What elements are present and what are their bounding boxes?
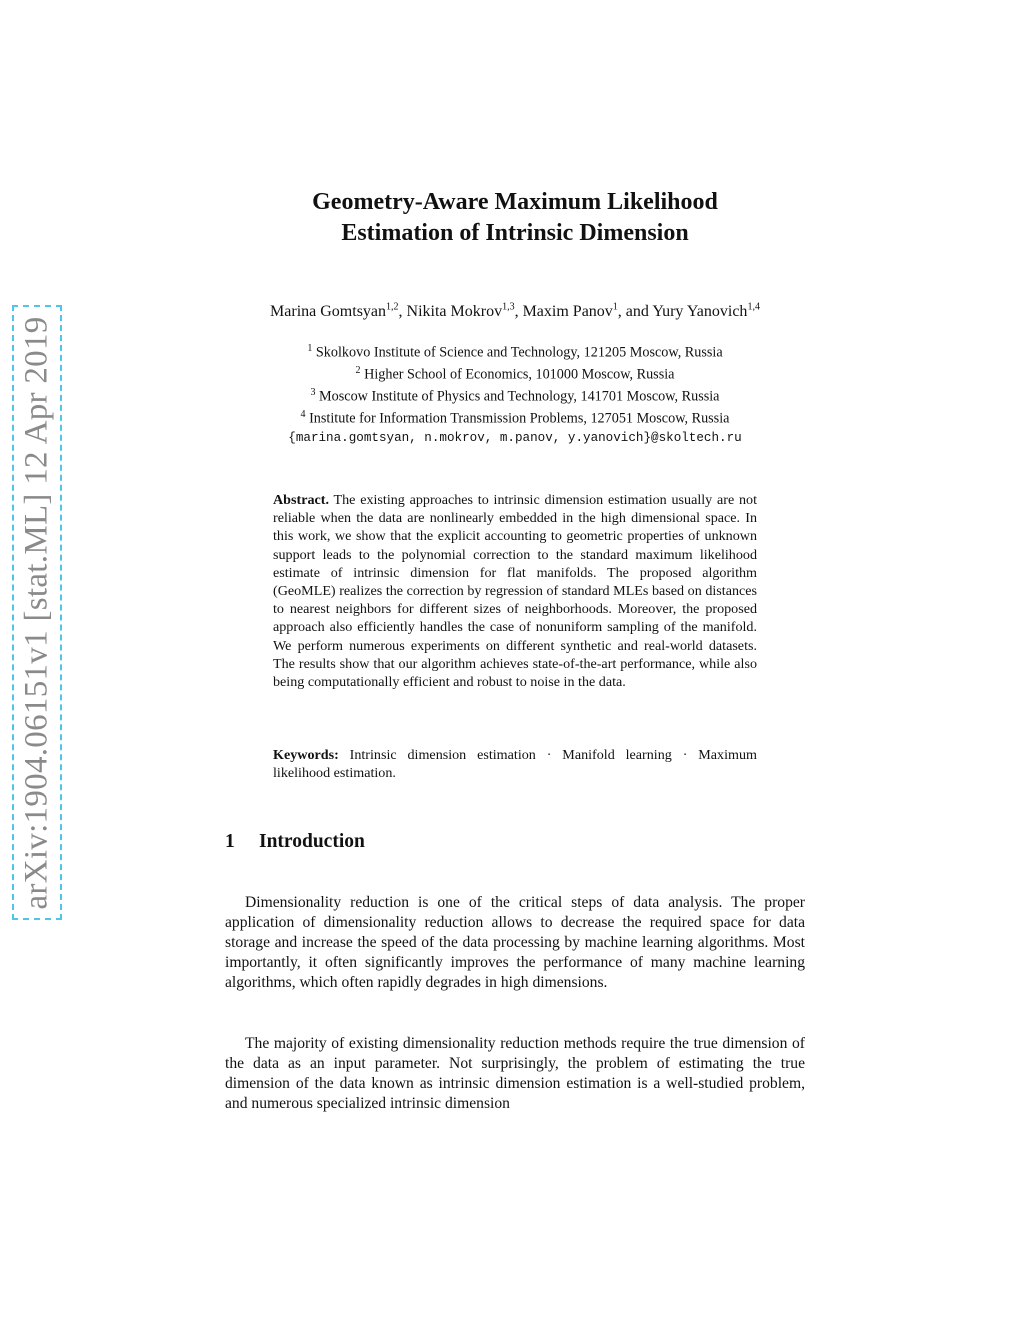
affiliation	[200, 340, 830, 362]
affiliation-number: 2	[355, 365, 361, 377]
abstract-text: The existing approaches to intrinsic dimension estimation usually are not reliable when the data are nonlinearly embedded in the high dimensional space. In this work, we show that the explicit accounting to geometric properties of unknown support leads to the polynomial correction to the standard maximum likelihood estimate of intrinsic dimension for flat manifolds. The proposed algorithm (GeoMLE) realizes the correction by regression of standard MLEs based on distances to nearest neighbors for different sizes of neighborhoods. Moreover, the proposed approach also efficiently handles the case of nonuniform sampling of the manifold. We perform numerous experiments on different synthetic and real-world datasets. The results show that our algorithm achieves state-of-the-art performance, while also being computationally efficient and robust to noise in the data.	[273, 492, 757, 691]
affiliation	[200, 362, 830, 384]
author	[523, 303, 653, 320]
keywords	[273, 746, 757, 782]
author-name: Marina Gomtsyan	[270, 303, 387, 321]
section-number: 1	[225, 831, 235, 852]
author-emails: {marina.gomtsyan, n.mokrov, m.panov, y.yanovich}@skoltech.ru	[288, 430, 742, 445]
author-separator: , and	[617, 303, 653, 321]
affiliation-number: 1	[307, 343, 313, 354]
keywords-label: Keywords:	[273, 747, 339, 763]
paper-title-line-2: Estimation of Intrinsic Dimension	[341, 220, 689, 246]
author-name: Yury Yanovich	[652, 303, 748, 321]
affiliation-text: Moscow Institute of Physics and Technology, 141701 Moscow, Russia	[319, 389, 720, 406]
affiliation-number: 4	[300, 409, 306, 421]
author	[270, 303, 406, 320]
keywords-text: Intrinsic dimension estimation · Manifold learning · Maximum likelihood estimation.	[273, 747, 757, 782]
affiliation	[200, 384, 830, 406]
author-affiliation-marker: 1,2	[386, 302, 399, 313]
section-heading-introduction	[225, 831, 365, 853]
affiliation-text: Higher School of Economics, 101000 Moscow, Russia	[364, 366, 675, 383]
arxiv-identifier: arXiv:1904.06151v1 [stat.ML] 12 Apr 2019	[18, 315, 55, 910]
affiliation-number: 3	[310, 387, 316, 399]
author	[407, 303, 523, 320]
affiliation	[200, 406, 830, 428]
body-paragraph: Dimensionality reduction is one of the critical steps of data analysis. The proper application of dimensionality reduction allows to decrease the required space for data storage and increase the speed of the data processing by machine learning algorithms. Most importantly, it often significantly improves the performance of many machine learning algorithms, which often rapidly degrades in high dimensions.	[225, 894, 805, 991]
author-name: Nikita Mokrov	[406, 303, 503, 321]
author-affiliation-marker: 1,4	[747, 302, 760, 313]
author-list	[200, 302, 830, 321]
abstract	[273, 491, 757, 691]
abstract-label: Abstract.	[273, 492, 329, 508]
author-affiliation-marker: 1,3	[502, 302, 515, 313]
affiliation-text: Institute for Information Transmission Problems, 127051 Moscow, Russia	[309, 411, 730, 428]
paper-title-line-1: Geometry-Aware Maximum Likelihood	[312, 189, 718, 215]
author-affiliation-marker: 1	[612, 302, 618, 313]
affiliation-list	[200, 340, 830, 447]
author-separator: ,	[514, 303, 523, 321]
paper-title	[200, 187, 830, 249]
affiliation-text: Skolkovo Institute of Science and Technology, 121205 Moscow, Russia	[315, 344, 723, 361]
author-separator: ,	[398, 303, 407, 321]
author-name: Maxim Panov	[522, 303, 613, 321]
author	[652, 303, 760, 320]
arxiv-stamp	[12, 305, 62, 920]
body-paragraph: The majority of existing dimensionality reduction methods require the true dimension of the data as an input parameter. Not surprisingly, the problem of estimating the true dimension of the data known as intrinsic dimension estimation is a well-studied problem, and numerous specialized intrinsic dimension	[225, 1035, 805, 1112]
section-title: Introduction	[259, 831, 365, 852]
